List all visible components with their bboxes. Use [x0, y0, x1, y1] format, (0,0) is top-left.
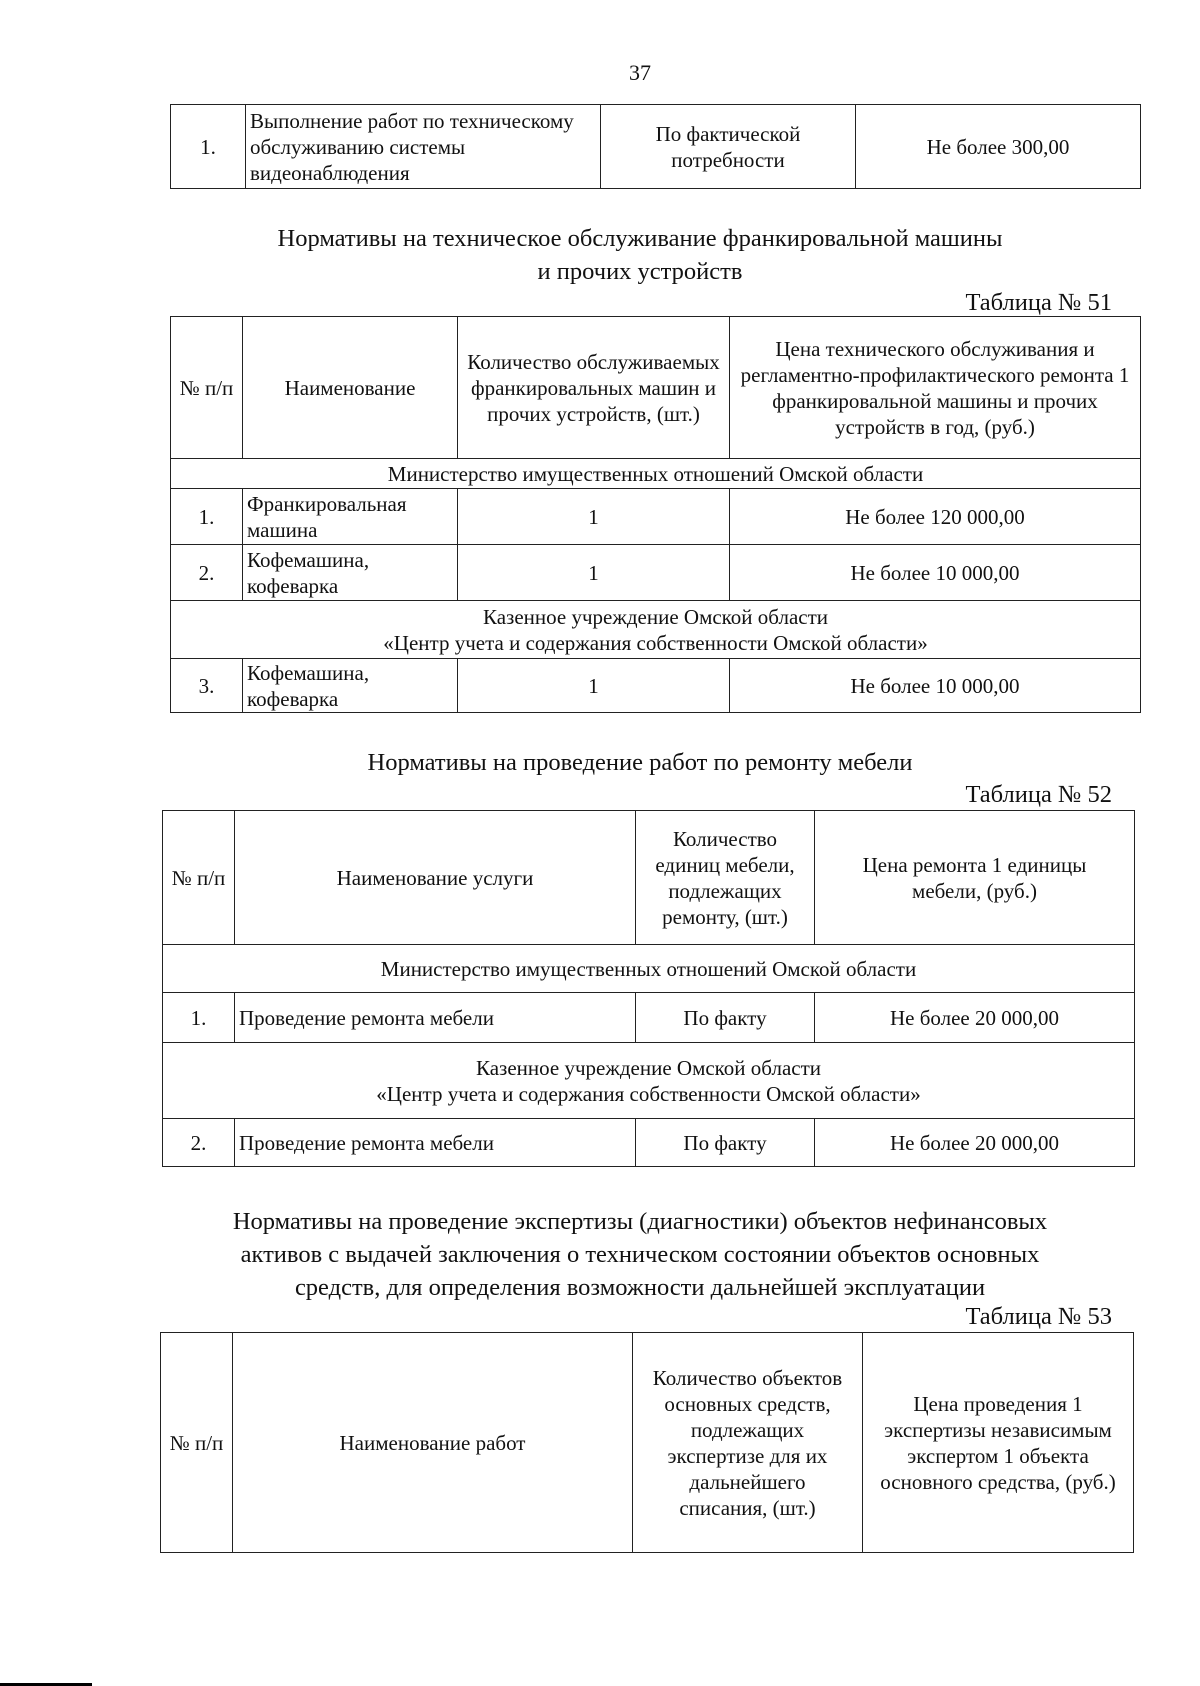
- row-name: Выполнение работ по техническому обслуживанию системы видеонаблюдения: [246, 105, 601, 189]
- row-number: 3.: [171, 659, 243, 713]
- table-header-row: [163, 811, 1135, 945]
- row-price: Не более 20 000,00: [815, 993, 1135, 1043]
- table-50-continuation: [170, 104, 1141, 189]
- row-quantity: По факту: [636, 1119, 815, 1167]
- header-quantity: Количество обслуживаемых франкировальных машин и прочих устройств, (шт.): [458, 317, 730, 459]
- row-quantity: 1: [458, 489, 730, 545]
- table-header-row: [171, 317, 1141, 459]
- row-quantity: По факту: [636, 993, 815, 1043]
- header-name: Наименование: [243, 317, 458, 459]
- row-price: Не более 10 000,00: [730, 659, 1141, 713]
- row-number: 1.: [163, 993, 235, 1043]
- group-row: [171, 459, 1141, 489]
- header-price: Цена технического обслуживания и регламентно-профилактического ремонта 1 франкировальной машины и прочих устройств в год, (руб.): [730, 317, 1141, 459]
- header-quantity: Количество объектов основных средств, подлежащих экспертизе для их дальнейшего списания, (шт.): [633, 1333, 863, 1553]
- section-53-title: Нормативы на проведение экспертизы (диагностики) объектов нефинансовых активов с выдачей заключения о техническом состоянии объектов основных средств, для определения возможности дальнейшей эксплуатации: [232, 1208, 1048, 1301]
- row-name: Проведение ремонта мебели: [235, 993, 636, 1043]
- table-53-number: Таблица № 53: [965, 1303, 1112, 1330]
- group-label: Казенное учреждение Омской области «Центр учета и содержания собственности Омской области»: [171, 601, 1141, 659]
- group-row: [163, 945, 1135, 993]
- table-row: [171, 545, 1141, 601]
- table-row: [163, 993, 1135, 1043]
- row-price: Не более 120 000,00: [730, 489, 1141, 545]
- table-51: [170, 316, 1141, 713]
- table-row: [171, 659, 1141, 713]
- header-number: № п/п: [163, 811, 235, 945]
- row-quantity: По фактической потребности: [601, 105, 856, 189]
- group-label: Министерство имущественных отношений Омской области: [171, 459, 1141, 489]
- header-quantity: Количество единиц мебели, подлежащих ремонту, (шт.): [636, 811, 815, 945]
- row-quantity: 1: [458, 545, 730, 601]
- row-name: Франкировальная машина: [243, 489, 458, 545]
- table-52-number: Таблица № 52: [965, 781, 1112, 808]
- header-name: Наименование услуги: [235, 811, 636, 945]
- group-label: Казенное учреждение Омской области «Центр учета и содержания собственности Омской области»: [163, 1043, 1135, 1119]
- section-52-title: Нормативы на проведение работ по ремонту мебели: [367, 749, 913, 776]
- row-number: 2.: [171, 545, 243, 601]
- row-name: Проведение ремонта мебели: [235, 1119, 636, 1167]
- group-label: Министерство имущественных отношений Омской области: [163, 945, 1135, 993]
- table-51-number: Таблица № 51: [965, 289, 1112, 316]
- row-number: 1.: [171, 105, 246, 189]
- row-name: Кофемашина, кофеварка: [243, 659, 458, 713]
- header-number: № п/п: [161, 1333, 233, 1553]
- row-price: Не более 20 000,00: [815, 1119, 1135, 1167]
- row-quantity: 1: [458, 659, 730, 713]
- group-row: [163, 1043, 1135, 1119]
- header-price: Цена ремонта 1 единицы мебели, (руб.): [815, 811, 1135, 945]
- group-row: [171, 601, 1141, 659]
- table-row: [171, 489, 1141, 545]
- header-number: № п/п: [171, 317, 243, 459]
- header-price: Цена проведения 1 экспертизы независимым экспертом 1 объекта основного средства, (руб.): [863, 1333, 1134, 1553]
- section-51-title: Нормативы на техническое обслуживание франкировальной машины и прочих устройств: [277, 225, 1003, 285]
- row-number: 1.: [171, 489, 243, 545]
- page-number: 37: [629, 60, 651, 85]
- table-row: [163, 1119, 1135, 1167]
- table-52: [162, 810, 1135, 1167]
- header-name: Наименование работ: [233, 1333, 633, 1553]
- row-name: Кофемашина, кофеварка: [243, 545, 458, 601]
- row-price: Не более 10 000,00: [730, 545, 1141, 601]
- table-53: [160, 1332, 1134, 1553]
- table-row: [171, 105, 1141, 189]
- row-number: 2.: [163, 1119, 235, 1167]
- table-header-row: [161, 1333, 1134, 1553]
- row-price: Не более 300,00: [856, 105, 1141, 189]
